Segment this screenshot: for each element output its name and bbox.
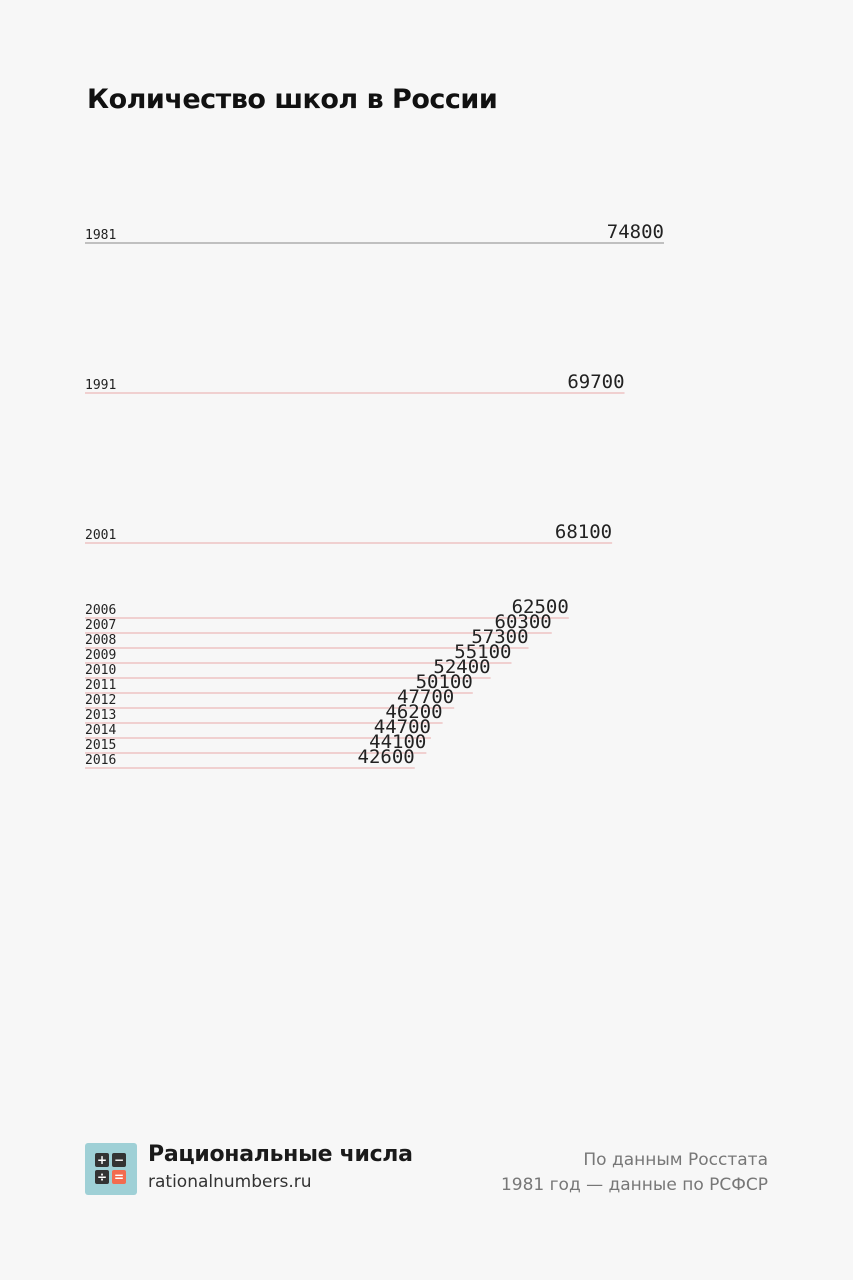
value-label-2016: 42600 (357, 746, 415, 768)
year-label-2001: 2001 (85, 528, 117, 543)
value-label-2011: 50100 (415, 671, 473, 693)
value-label-2014: 44700 (373, 716, 432, 738)
value-label-1981: 74800 (606, 221, 664, 243)
value-label-2001: 68100 (554, 521, 613, 543)
divide-icon: ÷ (96, 1170, 108, 1184)
plus-icon: + (96, 1153, 108, 1167)
value-label-1991: 69700 (567, 371, 625, 393)
value-label-2015: 44100 (369, 731, 427, 753)
year-label-1991: 1991 (85, 378, 117, 393)
value-label-2006: 62500 (511, 596, 569, 618)
year-label-1981: 1981 (85, 228, 117, 243)
brand-name: Рациональные числа (148, 1142, 413, 1167)
year-label-2015: 2015 (85, 738, 117, 753)
minus-icon: − (113, 1153, 125, 1167)
year-label-2013: 2013 (85, 708, 117, 723)
year-label-2014: 2014 (85, 723, 117, 738)
value-label-2013: 46200 (385, 701, 443, 723)
year-label-2007: 2007 (85, 618, 117, 633)
brand-url[interactable]: rationalnumbers.ru (148, 1172, 312, 1192)
year-label-2016: 2016 (85, 753, 117, 768)
equals-icon: = (113, 1170, 125, 1184)
value-label-2010: 52400 (433, 656, 491, 678)
source-note (501, 1148, 768, 1198)
source-line-1: По данным Росстата (583, 1150, 768, 1170)
year-label-2008: 2008 (85, 633, 117, 648)
calculator-icon (85, 1143, 137, 1195)
value-label-2008: 57300 (471, 626, 529, 648)
chart-title: Количество школ в России (87, 84, 498, 115)
year-label-2009: 2009 (85, 648, 117, 663)
value-label-2007: 60300 (494, 611, 552, 633)
year-label-2012: 2012 (85, 693, 117, 708)
year-label-2011: 2011 (85, 678, 117, 693)
value-label-2009: 55100 (454, 641, 512, 663)
year-label-2010: 2010 (85, 663, 117, 678)
value-label-2012: 47700 (397, 686, 455, 708)
year-label-2006: 2006 (85, 603, 117, 618)
source-line-2: 1981 год — данные по РСФСР (500, 1175, 768, 1195)
